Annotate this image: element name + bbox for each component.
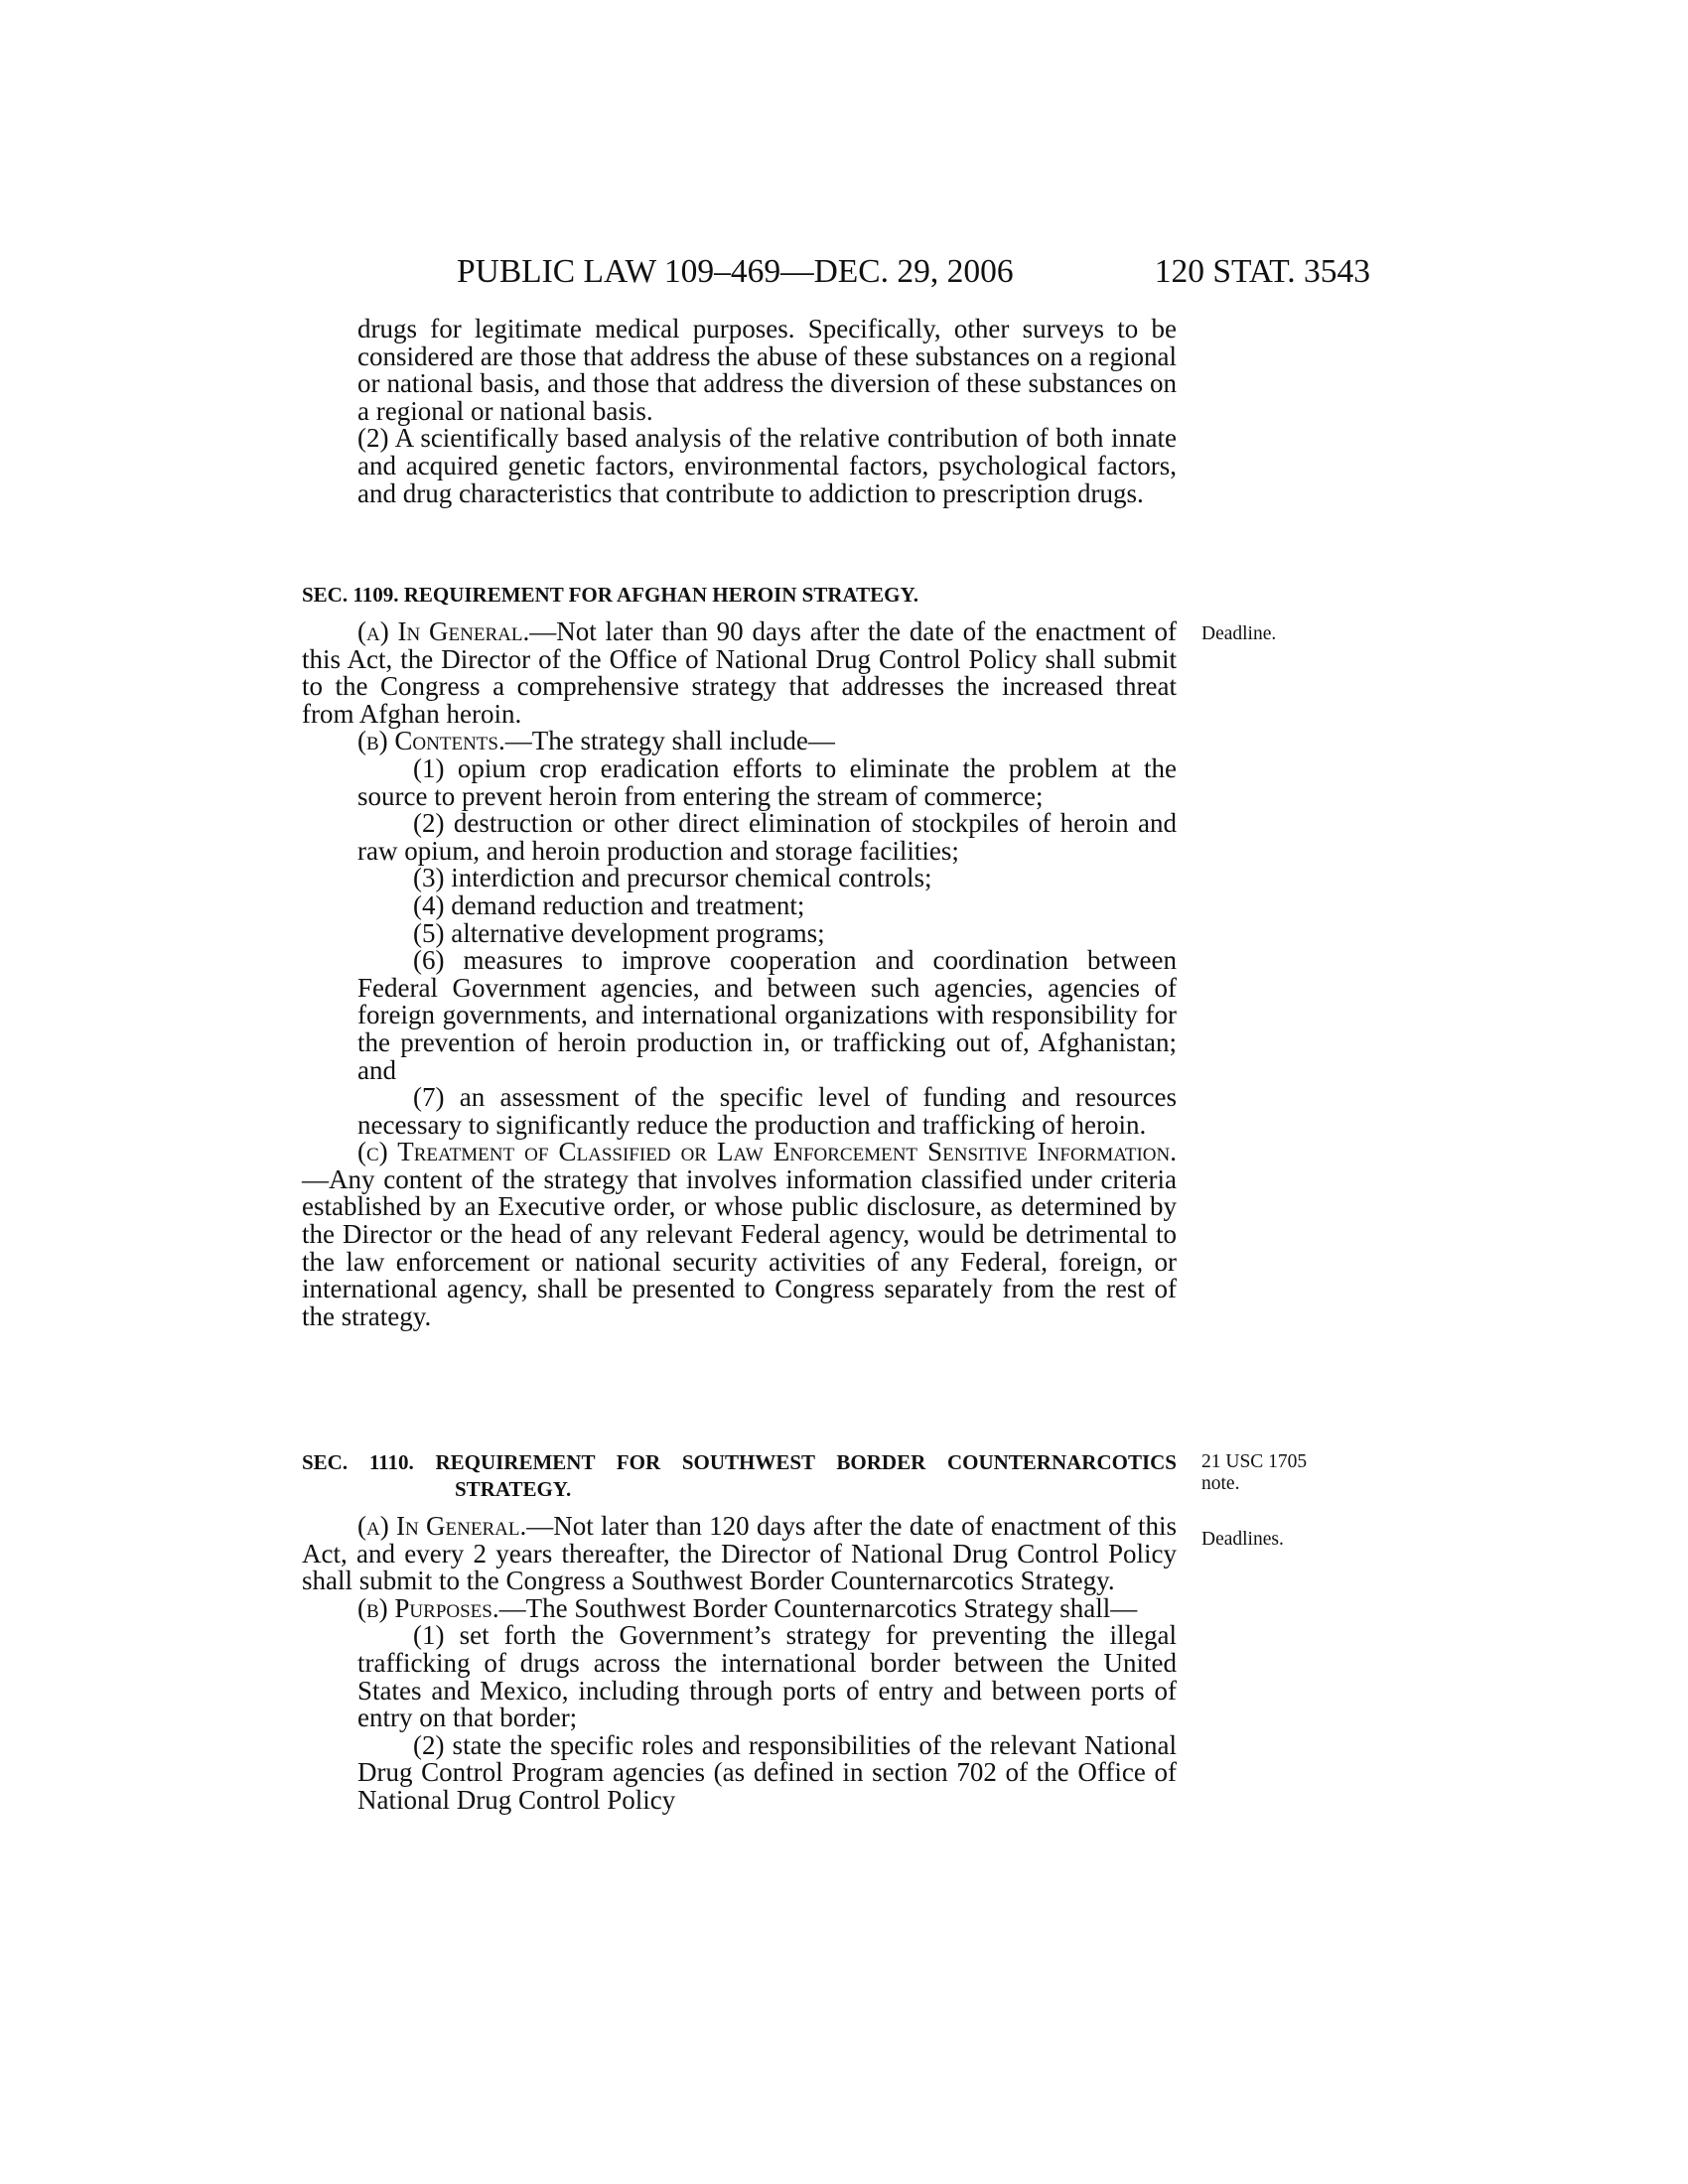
margin-note-usc-citation (1201, 1451, 1307, 1495)
list-item: (5) alternative development programs; (413, 917, 825, 948)
subsection-b-text: The Southwest Border Counternarcotics Strategy shall— (525, 1592, 1138, 1623)
section-1110-subsection-a (302, 1513, 1177, 1595)
list-item: (1) opium crop eradication efforts to eliminate the problem at the source to prevent heroin from entering the stream of commerce; (357, 752, 1177, 811)
section-1110-heading: SEC. 1110. REQUIREMENT FOR SOUTHWEST BORDER COUNTERNARCOTICS STRATEGY. (302, 1450, 1177, 1501)
section-1109-subsection-c (302, 1139, 1177, 1330)
list-item: (6) measures to improve cooperation and coordination between Federal Government agencies, and between such agencies, agencies of foreign governments, and international organizations with responsibility for the prevention of heroin production in, or trafficking out of, Afghanistan; and (357, 945, 1177, 1085)
section-1110-subsection-b (302, 1592, 1177, 1623)
carryover-paragraph: drugs for legitimate medical purposes. Specifically, other surveys to be considered are those that address the abuse of these substances on a regional or national basis, and those that address the diversion of these substances on a regional or national basis. (357, 314, 1177, 426)
list-item: (2) destruction or other direct elimination of stockpiles of heroin and raw opium, and heroin production and storage facilities; (357, 808, 1177, 866)
list-item: (3) interdiction and precursor chemical controls; (413, 863, 932, 893)
carryover-item-2: (2) A scientifically based analysis of the relative contribution of both innate and acquired genetic factors, environmental factors, psychological factors, and drug characteristics that contribute to addiction to prescription drugs. (357, 423, 1177, 508)
subsection-c-text: Any content of the strategy that involves information classified under criteria established by an Executive order, or whose public disclosure, as determined by the Director or the head of any relevant Federal agency, would be detrimental to the law enforcement or national security activities of any Federal, foreign, or international agency, shall be presented to Congress separately from the rest of the strategy. (302, 1163, 1177, 1331)
section-1109 (302, 582, 1177, 1330)
section-1110 (302, 1449, 1177, 1815)
margin-note-deadlines: Deadlines. (1201, 1529, 1284, 1550)
carryover-section (302, 316, 1177, 507)
public-law-citation: PUBLIC LAW 109–469—DEC. 29, 2006 (457, 253, 1014, 290)
usc-citation-line-2: note. (1201, 1473, 1240, 1494)
subsection-c-label: (c) Treatment of Classified or Law Enforcement Sensitive Information.— (302, 1137, 1177, 1194)
section-1109-subsection-b (302, 728, 1177, 755)
subsection-b-text: The strategy shall include— (531, 726, 835, 756)
list-item: (7) an assessment of the specific level of funding and resources necessary to significantly reduce the production and trafficking of heroin. (357, 1082, 1177, 1140)
subsection-a-text: Not later than 120 days after the date of enactment of this Act, and every 2 years thereafter, the Director of National Drug Control Policy shall submit to the Congress a Southwest Border Counternarcotics Strategy. (302, 1511, 1177, 1596)
subsection-b-label: (b) Contents.— (357, 726, 532, 756)
subsection-a-label: (a) In General.— (357, 616, 557, 646)
list-item: (2) state the specific roles and responsibilities of the relevant National Drug Control Program agencies (as defined in section 702 of the Office of National Drug Control Policy (357, 1729, 1177, 1815)
subsection-a-text: Not later than 90 days after the date of the enactment of this Act, the Director of the Office of National Drug Control Policy shall submit to the Congress a comprehensive strategy that addresses the increased threat from Afghan heroin. (302, 616, 1177, 729)
margin-note-deadline: Deadline. (1201, 623, 1277, 644)
section-1109-heading: SEC. 1109. REQUIREMENT FOR AFGHAN HEROIN STRATEGY. (302, 583, 918, 607)
subsection-b-label: (b) Purposes.— (357, 1592, 526, 1623)
section-1109-subsection-a (302, 618, 1177, 728)
subsection-a-label: (a) In General.— (357, 1511, 554, 1541)
usc-citation-line-1: 21 USC 1705 (1201, 1451, 1308, 1472)
statute-page-number: 120 STAT. 3543 (1154, 253, 1370, 290)
purposes-list (302, 1622, 1177, 1814)
list-item: (4) demand reduction and treatment; (413, 889, 805, 920)
list-item: (1) set forth the Government’s strategy for preventing the illegal trafficking of drugs across the international border between the United States and Mexico, including through ports of entry and between ports of entry on that border; (357, 1620, 1177, 1733)
contents-list (302, 752, 1177, 1140)
